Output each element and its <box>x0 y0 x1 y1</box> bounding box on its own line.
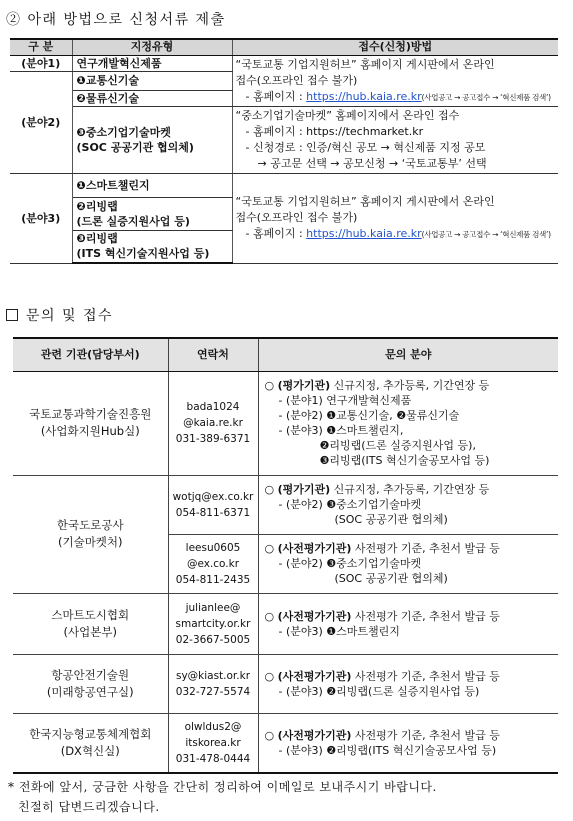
contact-phone: 032-727-5574 <box>175 685 251 698</box>
type-cell: ❶스마트챌린지 <box>72 173 232 197</box>
header-type: 지정유형 <box>72 39 232 55</box>
inquiry-line: ❷리빙랩(드론 실증지원사업 등), <box>319 439 476 452</box>
inquiry-line: - (분야3) ❶스마트챌린지 <box>278 624 400 638</box>
role-label: (사전평가기관) <box>277 609 352 623</box>
contact-email[interactable]: sy@kiast.or.kr <box>175 669 251 682</box>
org-name: 스마트도시협회 <box>51 607 130 622</box>
organization-cell <box>13 593 168 654</box>
footnote-line: 친절히 답변드리겠습니다. <box>18 800 160 814</box>
contact-email[interactable]: olwldus2@ <box>184 720 242 733</box>
type-text: ❸중소기업기술마켓 <box>76 125 171 139</box>
circle-bullet: ○ <box>264 542 275 555</box>
role-desc: 신규지정, 추가등록, 기간연장 등 <box>330 379 490 392</box>
header-organization: 관련 기관(담당부서) <box>13 338 168 371</box>
method-text: - 신청경로 : 인증/혁신 공모 → 혁신제품 지정 공모 <box>245 140 486 154</box>
homepage-label: - 홈페이지 : <box>245 89 307 103</box>
contact-phone: 054-811-2435 <box>175 573 251 586</box>
inquiry-line: - (분야2) ❸중소기업기술마켓 <box>278 557 422 570</box>
contact-email[interactable]: wotjq@ex.co.kr <box>172 490 254 503</box>
method-cell <box>232 173 558 263</box>
org-name: 항공안전기술원 <box>51 667 130 682</box>
type-cell: ❷물류신기술 <box>72 90 232 106</box>
inquiry-role-line <box>265 669 559 684</box>
inquiry-role-line <box>265 728 559 743</box>
table-row <box>10 55 558 71</box>
inquiry-role-line <box>265 541 559 556</box>
table-row <box>10 173 558 197</box>
organization-cell <box>13 713 168 773</box>
role-desc: 신규지정, 추가등록, 기간연장 등 <box>330 483 490 496</box>
organization-cell <box>13 654 168 713</box>
homepage-line <box>236 226 556 243</box>
header-inquiry-field: 문의 분야 <box>258 338 558 371</box>
application-method-table <box>10 38 558 264</box>
contact-cell <box>168 593 258 654</box>
method-text: “국토교통 기업지원허브” 홈페이지 게시판에서 온라인 <box>235 194 495 208</box>
contact-cell <box>168 475 258 534</box>
section-title-inquiry <box>6 305 113 325</box>
table-row <box>13 654 558 713</box>
homepage-path: (사업공고 → 공고접수 → ‘혁신제품 검색’) <box>421 92 551 102</box>
category-cell: (분야1) <box>10 55 72 71</box>
inquiry-line: - (분야3) ❷리빙랩(ITS 혁신기술공모사업 등) <box>278 743 497 757</box>
type-text: (ITS 혁신기술지원사업 등) <box>76 247 210 261</box>
org-dept: (DX혁신실) <box>60 743 120 758</box>
type-text: ❷리빙랩 <box>76 199 118 213</box>
inquiry-cell <box>258 534 558 593</box>
homepage-line <box>236 89 556 106</box>
table-header-row <box>10 39 558 55</box>
footnote <box>8 777 568 817</box>
category-cell: (분야2) <box>10 71 72 173</box>
homepage-label: - 홈페이지 : <box>245 226 307 240</box>
role-desc: 사전평가 기준, 추천서 발급 등 <box>351 542 500 555</box>
method-text: → 공고문 선택 → 공모신청 → ‘국토교통부’ 선택 <box>257 156 487 170</box>
contact-email[interactable]: julianlee@ <box>185 601 241 614</box>
contact-phone: 031-478-0444 <box>175 752 251 765</box>
contact-email[interactable]: smartcity.or.kr <box>175 617 251 630</box>
org-dept: (사업화지원Hub실) <box>40 424 140 438</box>
organization-cell <box>13 371 168 475</box>
role-label: (평가기관) <box>277 379 331 392</box>
footnote-line: * 전화에 앞서, 궁금한 사항을 간단히 정리하여 이메일로 보내주시기 바랍니다. <box>8 780 437 794</box>
category-cell: (분야3) <box>10 173 72 263</box>
inquiry-cell <box>258 713 558 773</box>
circle-bullet: ○ <box>264 609 275 623</box>
org-dept: (사업본부) <box>63 624 117 639</box>
method-text: 접수(오프라인 접수 불가) <box>235 73 358 87</box>
circle-bullet: ○ <box>264 669 275 683</box>
method-text: “국토교통 기업지원허브” 홈페이지 게시판에서 온라인 <box>235 57 495 71</box>
role-label: (사전평가기관) <box>277 542 352 555</box>
method-cell <box>232 55 558 106</box>
inquiry-line: - (분야1) 연구개발혁신제품 <box>278 394 412 407</box>
role-desc: 사전평가 기준, 추천서 발급 등 <box>351 728 500 742</box>
homepage-path: (사업공고 → 공고접수 → ‘혁신제품 검색’) <box>421 229 551 239</box>
organization-cell <box>13 475 168 593</box>
type-text: (SOC 공공기관 협의체) <box>76 140 194 154</box>
circle-bullet: ○ <box>264 728 275 742</box>
inquiry-role-line <box>265 482 559 497</box>
square-bullet-icon <box>6 309 18 321</box>
method-text: 접수(오프라인 접수 불가) <box>235 210 358 224</box>
inquiry-line: - (분야3) ❷리빙랩(드론 실증지원사업 등) <box>278 684 480 698</box>
contact-cell <box>168 371 258 475</box>
table-row <box>13 593 558 654</box>
table-row <box>13 475 558 534</box>
contact-email[interactable]: leesu0605 <box>185 541 241 554</box>
inquiry-cell <box>258 654 558 713</box>
table-header-row <box>13 338 558 371</box>
circle-bullet: ○ <box>264 483 275 496</box>
role-desc: 사전평가 기준, 추천서 발급 등 <box>351 669 500 683</box>
org-dept: (기술마켓처) <box>57 535 123 549</box>
contact-phone: 031-389-6371 <box>175 433 251 445</box>
inquiry-line: - (분야2) ❶교통신기술, ❷물류신기술 <box>278 409 460 422</box>
type-cell <box>72 230 232 263</box>
inquiry-role-line <box>265 609 559 624</box>
type-text: (드론 실증지원사업 등) <box>76 214 190 228</box>
role-label: (사전평가기관) <box>277 728 352 742</box>
inquiry-line: (SOC 공공기관 협의체) <box>334 513 448 526</box>
contact-cell <box>168 654 258 713</box>
type-cell: ❶교통신기술 <box>72 71 232 90</box>
org-name: 한국도로공사 <box>56 518 124 532</box>
type-cell <box>72 197 232 230</box>
table-row <box>13 371 558 475</box>
role-desc: 사전평가 기준, 추천서 발급 등 <box>351 609 500 623</box>
header-contact: 연락처 <box>168 338 258 371</box>
contact-phone: 02-3667-5005 <box>175 633 251 646</box>
type-cell: 연구개발혁신제품 <box>72 55 232 71</box>
homepage-link[interactable]: https://hub.kaia.re.kr <box>306 226 422 240</box>
inquiry-role-line <box>265 378 559 393</box>
method-cell <box>232 106 558 173</box>
table-row <box>10 106 558 173</box>
inquiry-line: - (분야2) ❸중소기업기술마켓 <box>278 498 422 511</box>
inquiry-cell <box>258 593 558 654</box>
contact-phone: 054-811-6371 <box>175 506 251 519</box>
inquiry-line: (SOC 공공기관 협의체) <box>334 572 448 585</box>
role-label: (사전평가기관) <box>277 669 352 683</box>
contact-email[interactable]: bada1024 <box>186 401 240 413</box>
contact-cell <box>168 713 258 773</box>
inquiry-cell <box>258 371 558 475</box>
section-title-submit: ② 아래 방법으로 신청서류 제출 <box>6 12 226 28</box>
org-name: 국토교통과학기술진흥원 <box>29 407 152 421</box>
method-text: - 홈페이지 : https://techmarket.kr <box>245 124 424 138</box>
org-dept: (미래항공연구실) <box>46 684 134 699</box>
circle-bullet: ○ <box>264 379 275 392</box>
header-category: 구 분 <box>10 39 72 55</box>
section-title-text: 문의 및 접수 <box>26 308 114 324</box>
type-cell <box>72 106 232 173</box>
header-method: 접수(신청)방법 <box>232 39 558 55</box>
inquiry-cell <box>258 475 558 534</box>
role-label: (평가기관) <box>277 483 331 496</box>
contact-email[interactable]: @kaia.re.kr <box>183 417 243 429</box>
org-name: 한국지능형교통체계협회 <box>29 726 152 741</box>
contact-email[interactable]: @ex.co.kr <box>186 557 240 570</box>
inquiry-line: ❸리빙랩(ITS 혁신기술공모사업 등) <box>319 454 490 467</box>
homepage-link[interactable]: https://hub.kaia.re.kr <box>306 89 422 103</box>
method-text: “중소기업기술마켓” 홈페이지에서 온라인 접수 <box>235 108 460 122</box>
inquiry-contact-table <box>13 337 558 774</box>
contact-cell <box>168 534 258 593</box>
table-row <box>13 713 558 773</box>
contact-email[interactable]: itskorea.kr <box>185 736 241 749</box>
type-text: ❸리빙랩 <box>76 232 118 246</box>
inquiry-line: - (분야3) ❶스마트챌린지, <box>278 424 404 437</box>
